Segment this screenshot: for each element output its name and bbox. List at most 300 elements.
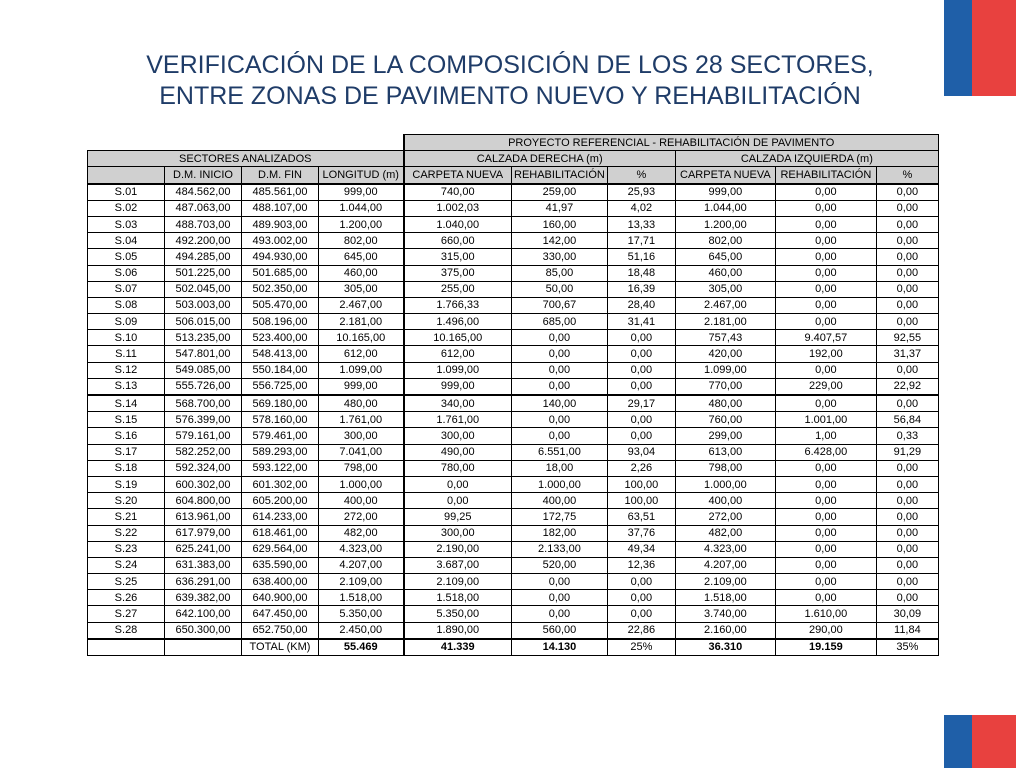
table-row xyxy=(88,378,939,395)
table-cell: 142,00 xyxy=(512,233,608,249)
table-row xyxy=(88,362,939,378)
column-header: CARPETA NUEVA xyxy=(404,167,512,184)
table-cell: 645,00 xyxy=(319,249,404,265)
table-row xyxy=(88,184,939,201)
table-cell: 1.000,00 xyxy=(319,476,404,492)
table-cell: 547.801,00 xyxy=(165,346,242,362)
table-row xyxy=(88,265,939,281)
table-cell: 0,00 xyxy=(775,281,876,297)
table-cell: 2.467,00 xyxy=(675,297,775,313)
table-cell: 0,00 xyxy=(775,184,876,201)
total-izq-carpeta: 36.310 xyxy=(675,639,775,656)
table-cell: S.08 xyxy=(88,297,165,313)
table-cell: 229,00 xyxy=(775,378,876,395)
table-cell: 460,00 xyxy=(675,265,775,281)
table-cell: 0,00 xyxy=(512,606,608,622)
table-cell: 18,00 xyxy=(512,460,608,476)
table-cell: 22,86 xyxy=(607,622,675,639)
table-cell: 576.399,00 xyxy=(165,412,242,428)
table-cell: 0,00 xyxy=(775,265,876,281)
table-cell: 0,00 xyxy=(876,362,938,378)
table-cell: 0,00 xyxy=(607,574,675,590)
table-cell: 400,00 xyxy=(675,493,775,509)
table-row xyxy=(88,590,939,606)
table-cell: 592.324,00 xyxy=(165,460,242,476)
column-header: D.M. INICIO xyxy=(165,167,242,184)
table-cell: 1.761,00 xyxy=(404,412,512,428)
table-cell: 617.979,00 xyxy=(165,525,242,541)
table-cell: 502.350,00 xyxy=(242,281,319,297)
table-cell: 0,00 xyxy=(775,297,876,313)
table-cell: 1.040,00 xyxy=(404,216,512,232)
table-cell: 0,00 xyxy=(775,314,876,330)
table-cell: 160,00 xyxy=(512,216,608,232)
table-cell: 487.063,00 xyxy=(165,200,242,216)
table-cell: 6.428,00 xyxy=(775,444,876,460)
table-cell: 579.161,00 xyxy=(165,428,242,444)
table-cell: 12,36 xyxy=(607,557,675,573)
table-cell: 0,00 xyxy=(607,606,675,622)
table-cell: 4,02 xyxy=(607,200,675,216)
table-cell: 2.109,00 xyxy=(319,574,404,590)
table-cell: 100,00 xyxy=(607,476,675,492)
table-cell: S.19 xyxy=(88,476,165,492)
table-cell: 780,00 xyxy=(404,460,512,476)
table-cell: 2.160,00 xyxy=(675,622,775,639)
table-cell: 2.190,00 xyxy=(404,541,512,557)
table-cell: 660,00 xyxy=(404,233,512,249)
table-cell: 999,00 xyxy=(319,184,404,201)
table-cell: 618.461,00 xyxy=(242,525,319,541)
table-cell: 9.407,57 xyxy=(775,330,876,346)
table-cell: S.28 xyxy=(88,622,165,639)
table-cell: 631.383,00 xyxy=(165,557,242,573)
table-cell: 480,00 xyxy=(319,395,404,412)
table-cell: 549.085,00 xyxy=(165,362,242,378)
table-cell: 1.099,00 xyxy=(404,362,512,378)
table-cell: S.07 xyxy=(88,281,165,297)
total-izq-rehab: 19.159 xyxy=(775,639,876,656)
table-cell: 182,00 xyxy=(512,525,608,541)
table-cell: 1.518,00 xyxy=(404,590,512,606)
total-label: TOTAL (KM) xyxy=(242,639,319,656)
table-cell: 798,00 xyxy=(675,460,775,476)
table-cell: 290,00 xyxy=(775,622,876,639)
table-row xyxy=(88,493,939,509)
table-cell: 29,17 xyxy=(607,395,675,412)
table-cell: 0,00 xyxy=(512,362,608,378)
table-cell: 569.180,00 xyxy=(242,395,319,412)
table-cell: 0,00 xyxy=(775,493,876,509)
table-cell: S.09 xyxy=(88,314,165,330)
table-cell: 99,25 xyxy=(404,509,512,525)
table-cell: 0,00 xyxy=(607,346,675,362)
table-cell: 300,00 xyxy=(319,428,404,444)
table-cell: 6.551,00 xyxy=(512,444,608,460)
table-row xyxy=(88,476,939,492)
table-cell: 999,00 xyxy=(404,378,512,395)
table-cell: 652.750,00 xyxy=(242,622,319,639)
table-row xyxy=(88,428,939,444)
table-cell: 2.181,00 xyxy=(675,314,775,330)
column-header: D.M. FIN xyxy=(242,167,319,184)
table-cell: 18,48 xyxy=(607,265,675,281)
table-cell: 4.207,00 xyxy=(319,557,404,573)
table-cell: 300,00 xyxy=(404,428,512,444)
table-cell: 92,55 xyxy=(876,330,938,346)
table-cell: 639.382,00 xyxy=(165,590,242,606)
table-row xyxy=(88,297,939,313)
table-cell: 612,00 xyxy=(404,346,512,362)
table-cell: 375,00 xyxy=(404,265,512,281)
table-cell: 28,40 xyxy=(607,297,675,313)
table-cell: 0,00 xyxy=(775,233,876,249)
table-cell: 501.225,00 xyxy=(165,265,242,281)
table-cell: 31,37 xyxy=(876,346,938,362)
table-cell: 340,00 xyxy=(404,395,512,412)
table-cell: 0,00 xyxy=(607,428,675,444)
table-cell: 1.761,00 xyxy=(319,412,404,428)
calzada-derecha-header: CALZADA DERECHA (m) xyxy=(404,151,676,167)
table-cell: S.20 xyxy=(88,493,165,509)
table-cell: 506.015,00 xyxy=(165,314,242,330)
table-row xyxy=(88,525,939,541)
table-cell: 0,00 xyxy=(775,509,876,525)
table-cell: 625.241,00 xyxy=(165,541,242,557)
table-cell: 2,26 xyxy=(607,460,675,476)
table-cell: 0,00 xyxy=(775,525,876,541)
table-cell: 0,00 xyxy=(607,590,675,606)
table-cell: 485.561,00 xyxy=(242,184,319,201)
sectores-header: SECTORES ANALIZADOS xyxy=(88,151,404,167)
table-cell: 172,75 xyxy=(512,509,608,525)
table-cell: S.05 xyxy=(88,249,165,265)
table-cell: 4.323,00 xyxy=(675,541,775,557)
table-cell: S.10 xyxy=(88,330,165,346)
table-cell: 503.003,00 xyxy=(165,297,242,313)
table-cell: 650.300,00 xyxy=(165,622,242,639)
table-cell: 1.518,00 xyxy=(319,590,404,606)
table-cell: 0,00 xyxy=(512,346,608,362)
table-cell: 2.109,00 xyxy=(675,574,775,590)
table-cell: S.14 xyxy=(88,395,165,412)
table-cell: 300,00 xyxy=(404,525,512,541)
title-line-2: ENTRE ZONAS DE PAVIMENTO NUEVO Y REHABILITACIÓN xyxy=(159,82,861,110)
table-cell: S.02 xyxy=(88,200,165,216)
table-row xyxy=(88,460,939,476)
total-longitud: 55.469 xyxy=(319,639,404,656)
total-der-pct: 25% xyxy=(607,639,675,656)
table-cell: 0,00 xyxy=(404,493,512,509)
table-cell: 0,00 xyxy=(876,216,938,232)
table-cell: S.21 xyxy=(88,509,165,525)
table-cell: 0,00 xyxy=(775,541,876,557)
table-cell: 1.099,00 xyxy=(675,362,775,378)
table-cell: 140,00 xyxy=(512,395,608,412)
table-cell: 13,33 xyxy=(607,216,675,232)
table-cell: 50,00 xyxy=(512,281,608,297)
table-cell: 0,00 xyxy=(876,297,938,313)
table-cell: 0,00 xyxy=(876,265,938,281)
table-cell: S.06 xyxy=(88,265,165,281)
table-cell: 1,00 xyxy=(775,428,876,444)
table-cell: 604.800,00 xyxy=(165,493,242,509)
table-cell: 798,00 xyxy=(319,460,404,476)
table-cell: 460,00 xyxy=(319,265,404,281)
table-cell: 41,97 xyxy=(512,200,608,216)
table-cell: 37,76 xyxy=(607,525,675,541)
table-cell: 1.099,00 xyxy=(319,362,404,378)
table-cell: S.01 xyxy=(88,184,165,201)
table-cell: S.15 xyxy=(88,412,165,428)
table-cell: 568.700,00 xyxy=(165,395,242,412)
table-cell: S.12 xyxy=(88,362,165,378)
table-cell: 501.685,00 xyxy=(242,265,319,281)
table-cell: 0,00 xyxy=(775,200,876,216)
table-cell: 0,00 xyxy=(876,493,938,509)
table-cell: 550.184,00 xyxy=(242,362,319,378)
table-cell: 645,00 xyxy=(675,249,775,265)
table-row xyxy=(88,249,939,265)
calzada-izquierda-header: CALZADA IZQUIERDA (m) xyxy=(675,151,938,167)
table-cell: 0,00 xyxy=(876,249,938,265)
table-cell: S.16 xyxy=(88,428,165,444)
table-cell: 420,00 xyxy=(675,346,775,362)
table-cell: 513.235,00 xyxy=(165,330,242,346)
column-header: % xyxy=(876,167,938,184)
table-cell: 556.725,00 xyxy=(242,378,319,395)
total-izq-pct: 35% xyxy=(876,639,938,656)
table-cell: 305,00 xyxy=(319,281,404,297)
table-cell: 0,00 xyxy=(876,281,938,297)
table-cell: 494.930,00 xyxy=(242,249,319,265)
table-cell: 93,04 xyxy=(607,444,675,460)
table-cell: 2.181,00 xyxy=(319,314,404,330)
column-header: REHABILITACIÓN xyxy=(512,167,608,184)
table-cell: 2.109,00 xyxy=(404,574,512,590)
total-der-rehab: 14.130 xyxy=(512,639,608,656)
title-line-1: VERIFICACIÓN DE LA COMPOSICIÓN DE LOS 28 SECTORES, xyxy=(146,51,874,79)
table-cell: S.25 xyxy=(88,574,165,590)
table-cell: 488.107,00 xyxy=(242,200,319,216)
table-cell: 548.413,00 xyxy=(242,346,319,362)
table-cell: 760,00 xyxy=(675,412,775,428)
table-cell: 482,00 xyxy=(675,525,775,541)
table-cell: 612,00 xyxy=(319,346,404,362)
table-cell: 299,00 xyxy=(675,428,775,444)
table-row xyxy=(88,574,939,590)
table-cell: 493.002,00 xyxy=(242,233,319,249)
table-cell: 1.044,00 xyxy=(319,200,404,216)
table-cell: 3.687,00 xyxy=(404,557,512,573)
table-row xyxy=(88,281,939,297)
table-cell: 579.461,00 xyxy=(242,428,319,444)
table-cell: S.22 xyxy=(88,525,165,541)
table-cell: 0,00 xyxy=(775,476,876,492)
table-cell: 0,00 xyxy=(775,574,876,590)
table-cell: 494.285,00 xyxy=(165,249,242,265)
table-cell: 30,09 xyxy=(876,606,938,622)
table-cell: 640.900,00 xyxy=(242,590,319,606)
table-cell: 636.291,00 xyxy=(165,574,242,590)
table-cell: 613.961,00 xyxy=(165,509,242,525)
table-cell: 0,00 xyxy=(876,525,938,541)
table-cell: 330,00 xyxy=(512,249,608,265)
table-cell: 1.890,00 xyxy=(404,622,512,639)
table-cell: 0,00 xyxy=(876,557,938,573)
table-cell: 4.207,00 xyxy=(675,557,775,573)
table-cell: 0,00 xyxy=(775,460,876,476)
table-cell: 1.518,00 xyxy=(675,590,775,606)
table-cell: 647.450,00 xyxy=(242,606,319,622)
table-cell: S.23 xyxy=(88,541,165,557)
table-cell: 0,00 xyxy=(607,362,675,378)
table-cell: 85,00 xyxy=(512,265,608,281)
table-cell: 0,00 xyxy=(512,574,608,590)
table-cell: 100,00 xyxy=(607,493,675,509)
table-cell: 10.165,00 xyxy=(404,330,512,346)
table-cell: S.18 xyxy=(88,460,165,476)
table-cell: 0,00 xyxy=(876,314,938,330)
table-cell: S.17 xyxy=(88,444,165,460)
table-cell: 0,00 xyxy=(876,460,938,476)
table-cell: 25,93 xyxy=(607,184,675,201)
table-cell: 400,00 xyxy=(319,493,404,509)
table-cell: 0,00 xyxy=(607,412,675,428)
table-cell: 11,84 xyxy=(876,622,938,639)
table-cell: 505.470,00 xyxy=(242,297,319,313)
table-cell: 582.252,00 xyxy=(165,444,242,460)
table-cell: 523.400,00 xyxy=(242,330,319,346)
table-cell: 1.000,00 xyxy=(675,476,775,492)
table-row xyxy=(88,444,939,460)
table-cell: 272,00 xyxy=(319,509,404,525)
table-cell: 0,00 xyxy=(512,412,608,428)
table-cell: 0,00 xyxy=(775,216,876,232)
table-row xyxy=(88,233,939,249)
table-cell: 999,00 xyxy=(319,378,404,395)
table-cell: 56,84 xyxy=(876,412,938,428)
table-cell: S.11 xyxy=(88,346,165,362)
table-cell: 0,00 xyxy=(512,590,608,606)
table-cell: 999,00 xyxy=(675,184,775,201)
table-cell: 589.293,00 xyxy=(242,444,319,460)
table-cell: 614.233,00 xyxy=(242,509,319,525)
table-cell: 0,00 xyxy=(876,395,938,412)
table-cell: 0,00 xyxy=(876,574,938,590)
table-cell: 0,00 xyxy=(775,557,876,573)
table-cell: 0,00 xyxy=(876,184,938,201)
table-cell: S.04 xyxy=(88,233,165,249)
table-cell: 0,00 xyxy=(775,395,876,412)
table-cell: 642.100,00 xyxy=(165,606,242,622)
table-cell: 49,34 xyxy=(607,541,675,557)
table-cell: 508.196,00 xyxy=(242,314,319,330)
total-empty-cell xyxy=(88,639,165,656)
table-cell: S.26 xyxy=(88,590,165,606)
table-cell: 10.165,00 xyxy=(319,330,404,346)
table-cell: 613,00 xyxy=(675,444,775,460)
table-cell: 635.590,00 xyxy=(242,557,319,573)
table-row xyxy=(88,346,939,362)
table-cell: 601.302,00 xyxy=(242,476,319,492)
table-cell: 0,00 xyxy=(775,362,876,378)
table-row xyxy=(88,622,939,639)
table-cell: 7.041,00 xyxy=(319,444,404,460)
table-cell: 0,00 xyxy=(607,378,675,395)
project-header: PROYECTO REFERENCIAL - REHABILITACIÓN DE PAVIMENTO xyxy=(404,135,939,151)
table-cell: 770,00 xyxy=(675,378,775,395)
table-cell: 740,00 xyxy=(404,184,512,201)
table-cell: 502.045,00 xyxy=(165,281,242,297)
table-row xyxy=(88,395,939,412)
table-cell: 1.200,00 xyxy=(675,216,775,232)
table-row xyxy=(88,606,939,622)
table-cell: 1.496,00 xyxy=(404,314,512,330)
table-cell: 5.350,00 xyxy=(404,606,512,622)
table-cell: 489.903,00 xyxy=(242,216,319,232)
table-row xyxy=(88,412,939,428)
table-cell: 5.350,00 xyxy=(319,606,404,622)
table-cell: 1.001,00 xyxy=(775,412,876,428)
table-cell: 0,00 xyxy=(876,200,938,216)
table-cell: 482,00 xyxy=(319,525,404,541)
table-row xyxy=(88,216,939,232)
table-cell: 593.122,00 xyxy=(242,460,319,476)
table-cell: S.13 xyxy=(88,378,165,395)
table-cell: 16,39 xyxy=(607,281,675,297)
table-cell: 22,92 xyxy=(876,378,938,395)
table-cell: 192,00 xyxy=(775,346,876,362)
sectors-table xyxy=(87,134,939,656)
table-cell: 51,16 xyxy=(607,249,675,265)
table-row xyxy=(88,509,939,525)
table-cell: 1.002,03 xyxy=(404,200,512,216)
table-cell: 400,00 xyxy=(512,493,608,509)
table-cell: 0,00 xyxy=(876,590,938,606)
table-cell: 600.302,00 xyxy=(165,476,242,492)
table-cell: S.27 xyxy=(88,606,165,622)
table-cell: 520,00 xyxy=(512,557,608,573)
table-cell: S.24 xyxy=(88,557,165,573)
total-der-carpeta: 41.339 xyxy=(404,639,512,656)
column-header: LONGITUD (m) xyxy=(319,167,404,184)
table-cell: 685,00 xyxy=(512,314,608,330)
table-cell: 315,00 xyxy=(404,249,512,265)
table-cell: 2.467,00 xyxy=(319,297,404,313)
table-cell: 0,00 xyxy=(876,476,938,492)
table-cell: 0,00 xyxy=(512,378,608,395)
flag-decoration-top xyxy=(944,0,1016,96)
column-header: REHABILITACIÓN xyxy=(775,167,876,184)
table-cell: 4.323,00 xyxy=(319,541,404,557)
table-cell: 802,00 xyxy=(675,233,775,249)
table-cell: 0,00 xyxy=(404,476,512,492)
table-cell: 17,71 xyxy=(607,233,675,249)
table-cell: 1.200,00 xyxy=(319,216,404,232)
table-cell: 578.160,00 xyxy=(242,412,319,428)
table-cell: 0,00 xyxy=(775,590,876,606)
table-cell: 605.200,00 xyxy=(242,493,319,509)
table-cell: 490,00 xyxy=(404,444,512,460)
table-cell: 1.000,00 xyxy=(512,476,608,492)
table-cell: 629.564,00 xyxy=(242,541,319,557)
column-header: CARPETA NUEVA xyxy=(675,167,775,184)
table-cell: 555.726,00 xyxy=(165,378,242,395)
table-cell: 1.610,00 xyxy=(775,606,876,622)
table-cell: 305,00 xyxy=(675,281,775,297)
table-cell: 1.044,00 xyxy=(675,200,775,216)
